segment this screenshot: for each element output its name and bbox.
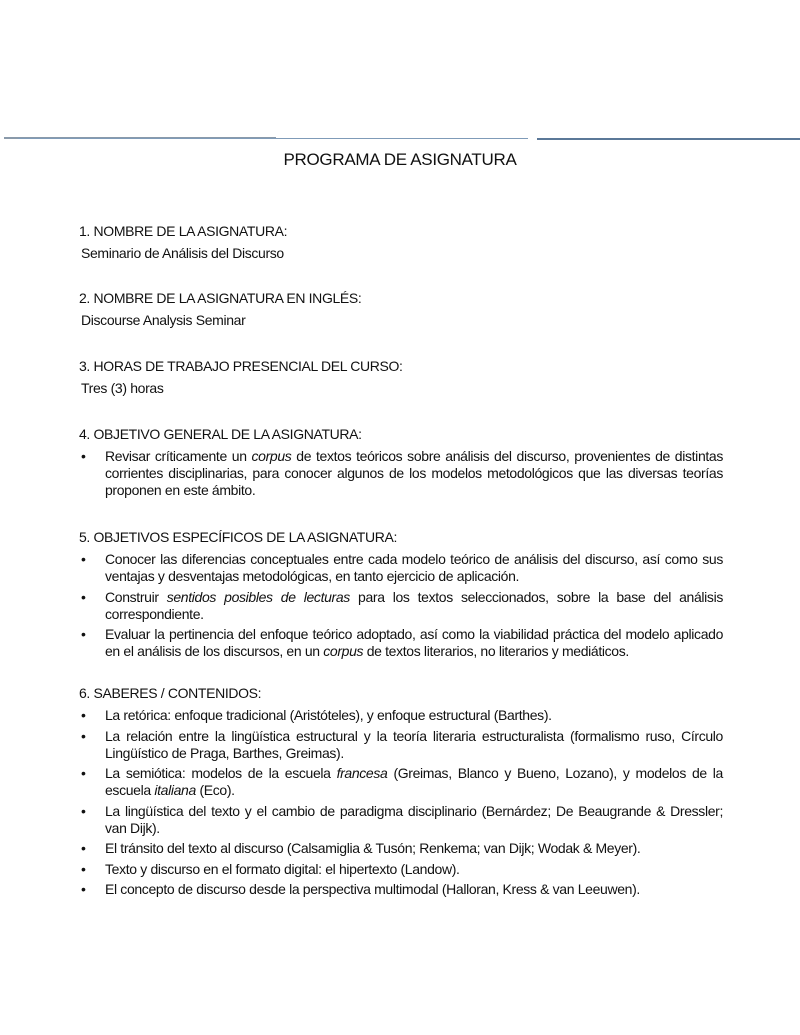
- item-text: El concepto de discurso desde la perspectiva multimodal (Halloran, Kress & van Leeuwen).: [105, 881, 640, 897]
- italic-text: italiana: [154, 782, 196, 798]
- section-heading: 1. NOMBRE DE LA ASIGNATURA:: [79, 223, 288, 239]
- header-rule: [18, 138, 528, 139]
- section-value: Discourse Analysis Seminar: [81, 312, 246, 328]
- section-heading: 4. OBJETIVO GENERAL DE LA ASIGNATURA:: [79, 426, 362, 442]
- bullet-icon: •: [81, 448, 86, 464]
- item-text: de textos teóricos sobre análisis del discurso, provenientes de distintas corrientes disciplinarias, para conocer algunos de los modelos metodológicos que las diversas teorías proponen en este ámbito.: [105, 448, 724, 498]
- section-heading: 3. HORAS DE TRABAJO PRESENCIAL DEL CURSO:: [79, 358, 403, 374]
- bullet-list: [79, 448, 723, 499]
- section-value: Tres (3) horas: [81, 380, 164, 396]
- bullet-icon: •: [81, 551, 86, 567]
- item-text: (Greimas, Blanco y Bueno, Lozano), y modelos de la escuela: [105, 765, 723, 798]
- list-item: [79, 728, 723, 762]
- list-item: [79, 626, 723, 660]
- section-specific-objectives: [79, 529, 723, 664]
- list-item: [79, 803, 723, 837]
- item-text: La lingüística del texto y el cambio de paradigma disciplinario (Bernárdez; De Beaugrande & Dressler; van Dijk).: [105, 802, 723, 836]
- item-text: (Eco).: [195, 782, 235, 798]
- section-heading: 5. OBJETIVOS ESPECÍFICOS DE LA ASIGNATURA:: [79, 529, 398, 545]
- section-name: [79, 223, 723, 262]
- item-text: Conocer las diferencias conceptuales entre cada modelo teórico de análisis del discurso, así como sus ventajas y desventajas metodológicas, en tanto ejercicio de aplicación.: [105, 551, 723, 584]
- item-text: Construir: [105, 588, 167, 605]
- item-text: La relación entre la lingüística estructural y la teoría literaria estructuralista (formalismo ruso, Círculo Lingüístico de Praga, Barthes, Greimas).: [105, 727, 723, 761]
- italic-text: corpus: [251, 448, 292, 464]
- list-item: [79, 840, 723, 857]
- italic-text: sentidos posibles de lecturas: [166, 588, 350, 605]
- section-hours: [79, 358, 723, 397]
- list-item: [79, 551, 723, 585]
- list-item: [79, 448, 723, 499]
- list-item: [79, 765, 723, 799]
- bullet-list: [79, 707, 723, 898]
- page-title: PROGRAMA DE ASIGNATURA: [283, 150, 517, 169]
- list-item: [79, 881, 723, 898]
- bullet-icon: •: [81, 727, 86, 744]
- item-text: El tránsito del texto al discurso (Calsamiglia & Tusón; Renkema; van Dijk; Wodak & Meyer).: [105, 840, 641, 856]
- item-text: La retórica: enfoque tradicional (Aristóteles), y enfoque estructural (Barthes).: [105, 707, 552, 723]
- list-item: [79, 589, 723, 623]
- bullet-list: [79, 551, 723, 660]
- bullet-icon: •: [81, 707, 86, 723]
- bullet-icon: •: [81, 860, 86, 877]
- bullet-icon: •: [81, 840, 86, 856]
- italic-text: francesa: [336, 765, 388, 781]
- section-contents: [79, 685, 723, 902]
- section-general-objective: [79, 426, 723, 503]
- list-item: [79, 707, 723, 724]
- bullet-icon: •: [81, 626, 86, 642]
- item-text: Revisar críticamente un: [105, 448, 252, 464]
- item-text: de textos literarios, no literarios y mediáticos.: [363, 643, 629, 659]
- section-value: Seminario de Análisis del Discurso: [81, 245, 284, 261]
- bullet-icon: •: [81, 881, 86, 897]
- bullet-icon: •: [81, 588, 86, 605]
- section-english-name: [79, 290, 723, 329]
- section-heading: 6. SABERES / CONTENIDOS:: [79, 685, 262, 701]
- item-text: para los textos seleccionados, sobre la base del análisis correspondiente.: [105, 588, 723, 622]
- italic-text: corpus: [323, 643, 364, 659]
- header-rule: [537, 138, 800, 140]
- item-text: Evaluar la pertinencia del enfoque teórico adoptado, así como la viabilidad práctica del modelo aplicado en el análisis de los discursos, en un: [105, 626, 723, 659]
- list-item: [79, 861, 723, 878]
- bullet-icon: •: [81, 765, 86, 781]
- item-text: La semiótica: modelos de la escuela: [105, 765, 337, 781]
- bullet-icon: •: [81, 802, 86, 819]
- section-heading: 2. NOMBRE DE LA ASIGNATURA EN INGLÉS:: [79, 290, 362, 306]
- item-text: Texto y discurso en el formato digital: el hipertexto (Landow).: [105, 860, 460, 877]
